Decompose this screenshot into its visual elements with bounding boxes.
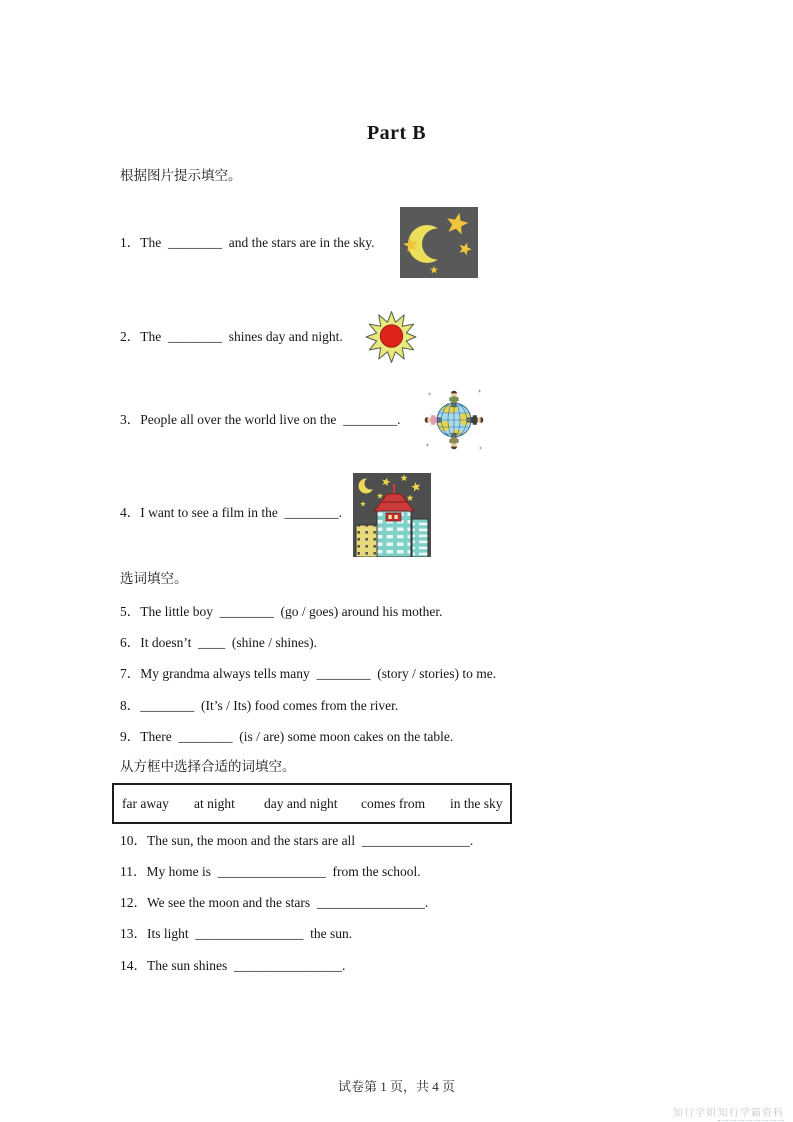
word-bank-item: in the sky <box>450 796 503 811</box>
question-1: 1．The ________ and the stars are in the sky. <box>120 235 375 250</box>
page-number-footer: 试卷第 1 页，共 4 页 <box>337 1079 455 1094</box>
question-7: 7．My grandma always tells many ________ (story / stories) to me. <box>120 666 497 681</box>
question-2: 2．The ________ shines day and night. <box>120 329 343 344</box>
word-bank-item: far away <box>122 796 169 811</box>
watermark-brand: 知行学姐 <box>673 1108 717 1119</box>
word-bank-item: comes from <box>361 796 426 811</box>
question-6: 6．It doesn’t ____ (shine / shines). <box>120 635 317 650</box>
question-3: 3．People all over the world live on the ________. <box>120 412 401 427</box>
question-14: 14．The sun shines ________________. <box>120 958 346 973</box>
question-4: 4．I want to see a film in the ________. <box>120 505 342 520</box>
word-bank-item: at night <box>194 796 235 811</box>
cinema-at-night-image <box>353 473 431 557</box>
instruction-fill-by-picture: 根据图片提示填空。 <box>120 168 242 183</box>
question-11: 11．My home is ________________ from the school. <box>120 864 421 879</box>
question-9: 9．There ________ (is / are) some moon cakes on the table. <box>120 729 454 744</box>
watermark-link: 知行学霸资料 <box>718 1104 784 1121</box>
night-sky-moon-stars-image <box>400 207 478 278</box>
instruction-from-box: 从方框中选择合适的词填空。 <box>120 759 296 774</box>
word-bank-box <box>112 783 512 824</box>
word-bank-item: day and night <box>264 796 338 811</box>
question-5: 5．The little boy ________ (go / goes) around his mother. <box>120 604 443 619</box>
page-title: Part B <box>366 122 427 144</box>
earth-with-children-image <box>423 382 486 456</box>
question-13: 13．Its light ________________ the sun. <box>120 926 353 941</box>
question-10: 10．The sun, the moon and the stars are all ________________. <box>120 833 474 848</box>
question-12: 12．We see the moon and the stars ________________. <box>120 895 429 910</box>
sun-image <box>364 311 420 363</box>
instruction-choose-word: 选词填空。 <box>120 571 188 586</box>
question-8: 8．________ (It’s / Its) food comes from the river. <box>120 698 399 713</box>
